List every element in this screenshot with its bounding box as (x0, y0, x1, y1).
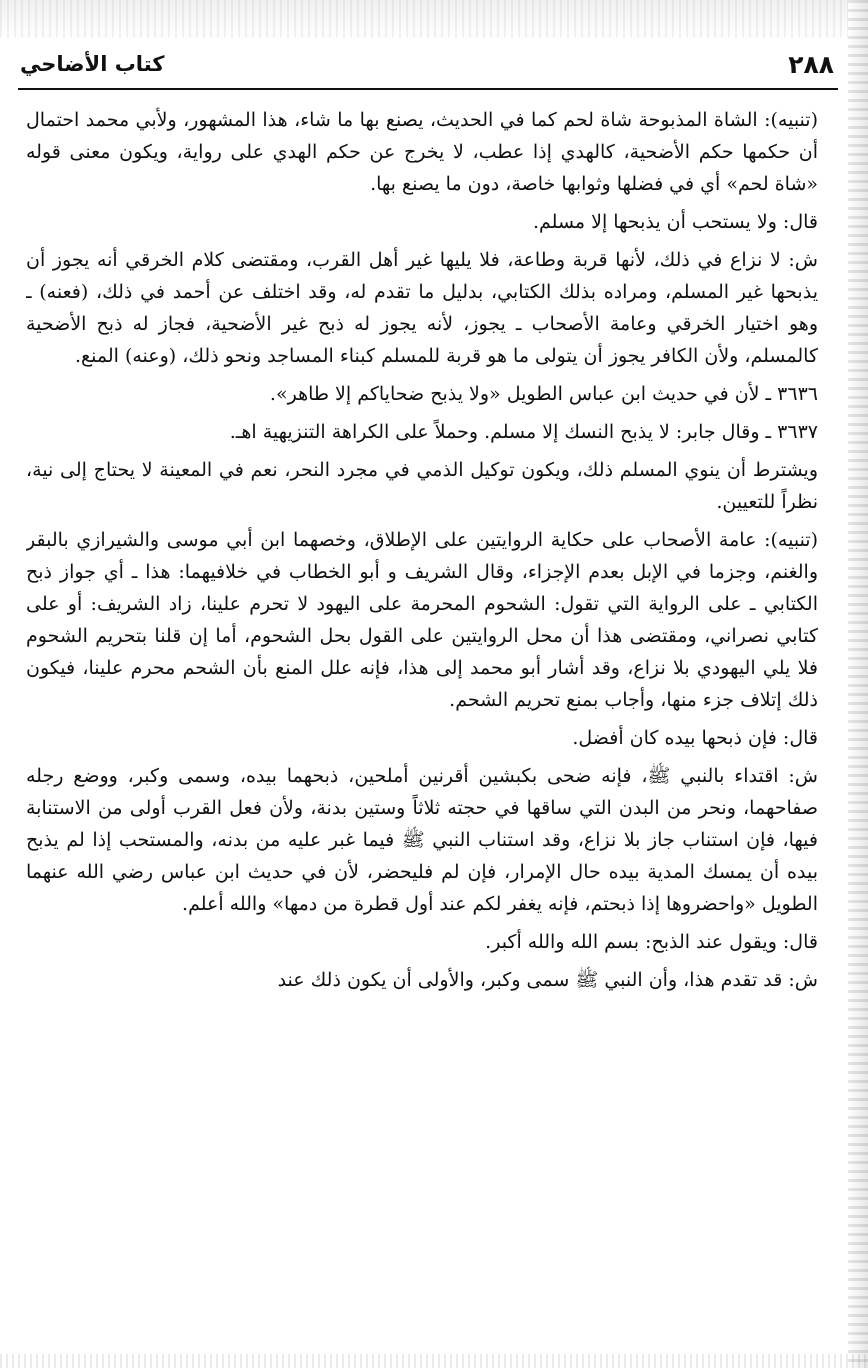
running-title: كتاب الأضاحي (20, 52, 165, 76)
paragraph-hadith-3636: ٣٦٣٦ ـ لأن في حديث ابن عباس الطويل «ولا يذبح ضحاياكم إلا طاهر». (269, 383, 818, 405)
scan-noise-right-edge (848, 0, 868, 1368)
page-body (26, 104, 836, 1366)
paragraph-tanbih-2: (تنبيه): عامة الأصحاب على حكاية الروايتين على الإطلاق، وخصهما ابن أبي موسى والشيرازي بالبقر والغنم، وجزما في الإبل بعدم الإجزاء، وقال الشريف و أبو الخطاب في خلافيهما: هذا ـ أي جواز ذبح الكتابي ـ على الرواية التي تقول: الشحوم المحرمة على اليهود لا تحرم علينا، زاد الشريف: أو على كتابي نصراني، ومقتضى هذا أن محل الروايتين على القول بحل الشحوم، أما إن قلنا بتحريم الشحوم فلا يلي اليهودي بلا نزاع، وقد أشار أبو محمد إلى هذا، فإنه علل المنع بأن الشحم محرم علينا، فيكون ذلك إتلاف جزء منها، وأجاب بمنع تحريم الشحم. (26, 529, 818, 711)
header-divider (18, 88, 838, 90)
paragraph-sharh-3: ش: قد تقدم هذا، وأن النبي ﷺ سمى وكبر، والأولى أن يكون ذلك عند (277, 969, 818, 991)
paragraph-tanbih-1: (تنبيه): الشاة المذبوحة شاة لحم كما في الحديث، يصنع بها ما شاء، هذا المشهور، ولأبي محمد احتمال أن حكمها حكم الأضحية، كالهدي إذا عطب، لا يخرج عن حكم الهدي على رواية، ويكون معنى قوله «شاة لحم» أي في فضلها وثوابها خاصة، دون ما يصنع بها. (26, 109, 818, 195)
page-header (20, 44, 834, 84)
paragraph-sharh-1: ش: لا نزاع في ذلك، لأنها قربة وطاعة، فلا يليها غير أهل القرب، ومقتضى كلام الخرقي أنه يجوز أن يذبحها غير المسلم، ومراده بذلك الكتابي، بدليل ما تقدم له، وقد اختلف عن أحمد في ذلك، (فعنه) ـ وهو اختيار الخرقي وعامة الأصحاب ـ يجوز، لأنه يجوز له ذبح غير الأضحية، فجاز له ذبح الأضحية كالمسلم، ولأن الكافر يجوز أن يتولى ما هو قربة للمسلم كبناء المساجد ونحو ذلك، (وعنه) المنع. (26, 249, 818, 367)
paragraph-qala-1: قال: ولا يستحب أن يذبحها إلا مسلم. (532, 211, 818, 233)
paragraph-sharh-2: ش: اقتداء بالنبي ﷺ، فإنه ضحى بكبشين أقرنين أملحين، ذبحهما بيده، وسمى وكبر، ووضع رجله صفاحهما، ونحر من البدن التي ساقها في حجته ثلاثاً وستين بدنة، ولأن فعل القرب أولى من الاستنابة فيها، فإن استناب جاز بلا نزاع، وقد استناب النبي ﷺ فيما غبر عليه من بدنه، والمستحب إذا لم يذبح بيده أن يمسك المدية بيده حال الإمرار، فإن لم فليحضر، لأن في حديث ابن عباس رضي الله عنهما الطويل «واحضروها إذا ذبحتم، فإنه يغفر لكم عند أول قطرة من دمها» والله أعلم. (26, 765, 818, 915)
paragraph-hadith-3637: ٣٦٣٧ ـ وقال جابر: لا يذبح النسك إلا مسلم. وحملاً على الكراهة التنزيهية اهـ. (229, 421, 818, 443)
paragraph-qala-2: قال: فإن ذبحها بيده كان أفضل. (572, 727, 818, 749)
paragraph-qala-3: قال: ويقول عند الذبح: بسم الله والله أكبر. (485, 931, 818, 953)
paragraph-condition: ويشترط أن ينوي المسلم ذلك، ويكون توكيل الذمي في مجرد النحر، نعم في المعينة لا يحتاج إلى نية، نظراً للتعيين. (26, 459, 818, 513)
page-number: ٢٨٨ (788, 49, 834, 79)
scan-noise-top (0, 0, 868, 38)
